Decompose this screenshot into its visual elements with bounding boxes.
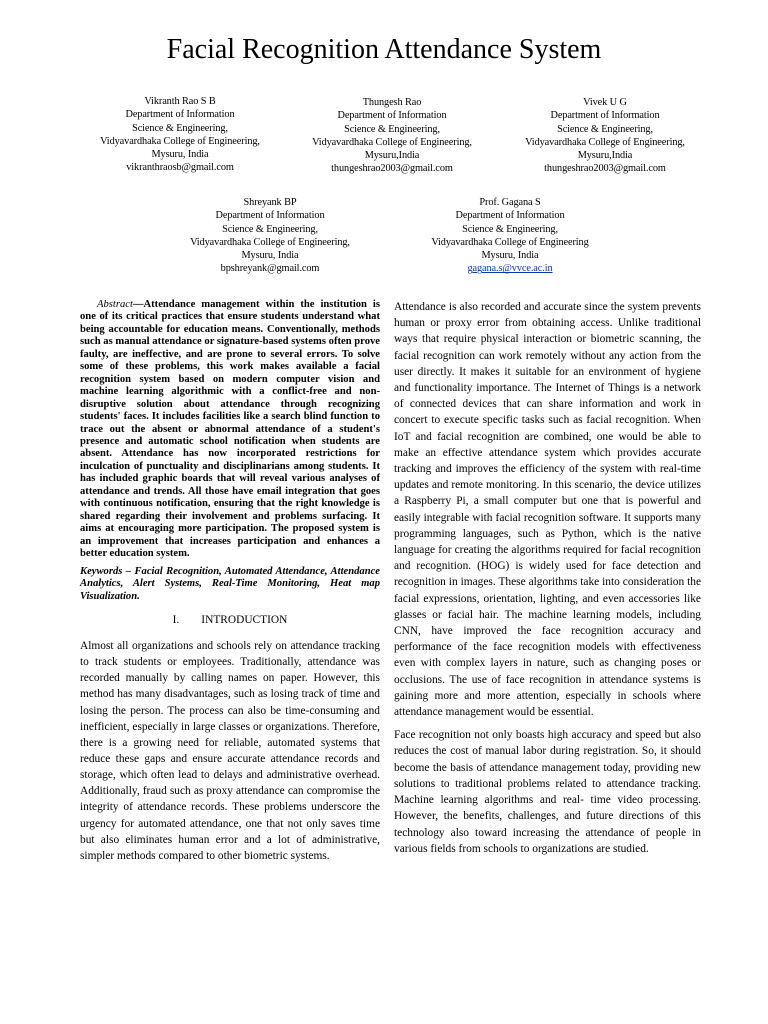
author-department-2: Science & Engineering,	[344, 123, 440, 135]
author-block	[410, 196, 610, 276]
author-department-2: Science & Engineering,	[132, 122, 228, 134]
author-department-2: Science & Engineering,	[557, 123, 653, 135]
author-college: Vidyavardhaka College of Engineering,	[312, 136, 472, 148]
author-name: Vikranth Rao S B	[144, 96, 216, 107]
author-email: vikranthraosb@gmail.com	[126, 162, 234, 174]
author-department: Department of Information	[215, 210, 325, 222]
author-name: Vivek U G	[583, 97, 627, 108]
section-number: I.	[172, 613, 180, 626]
author-email-link[interactable]: gagana.s@vvce.ac.in	[467, 263, 553, 275]
author-city: Mysuru, India	[481, 250, 539, 262]
author-name: Shreyank BP	[243, 197, 297, 208]
author-college: Vidyavardhaka College of Engineering	[431, 236, 589, 248]
author-email: thungeshrao2003@gmail.com	[331, 163, 453, 175]
author-name: Prof. Gagana S	[479, 197, 541, 208]
author-college: Vidyavardhaka College of Engineering,	[525, 136, 685, 148]
section-heading	[80, 613, 380, 627]
author-city: Mysuru, India	[241, 250, 299, 262]
author-college: Vidyavardhaka College of Engineering,	[100, 135, 260, 147]
left-column	[80, 299, 380, 864]
author-department: Department of Information	[550, 110, 660, 122]
author-department: Department of Information	[455, 210, 565, 222]
right-column	[394, 299, 701, 857]
author-department-2: Science & Engineering,	[222, 223, 318, 235]
abstract	[80, 299, 380, 561]
keywords: Keywords – Facial Recognition, Automated Attendance, Attendance Analytics, Alert Systems, Real-Time Monitoring, Heat map Visualization.	[80, 565, 380, 603]
author-city: Mysuru, India	[151, 149, 209, 161]
author-block	[505, 96, 705, 176]
section-title: INTRODUCTION	[201, 613, 288, 626]
author-email: bpshreyank@gmail.com	[220, 263, 320, 275]
author-block	[170, 196, 370, 276]
author-block	[292, 96, 492, 176]
author-department-2: Science & Engineering,	[462, 223, 558, 235]
body-paragraph: Face recognition not only boasts high accuracy and speed but also reduces the cost of manual labor during registration. So, it should become the basis of attendance management today, providing new solutions to traditional problems related to attendance tracking. Machine learning algorithms and real- time video processing. However, the benefits, challenges, and future directions of this technology also toward increasing the attendance of people in various fields from schools to organizations are studied.	[394, 729, 701, 855]
author-city: Mysuru,India	[577, 150, 633, 162]
author-college: Vidyavardhaka College of Engineering,	[190, 236, 350, 248]
body-paragraph: Attendance is also recorded and accurate since the system prevents human or proxy error from obtaining access. Unlike traditional ways that require physical interaction or biometric scanning, the facial recognition can work remotely without any action from the user directly. It makes it suitable for an environment of hygiene and functionality importance. The Internet of Things is a network of connected devices that can share information and work in concert to execute specific tasks such as facial recognition. When IoT and facial recognition are combined, one would be able to make an effective attendance system which provides accurate tracking and improves the efficiency of the system with real-time updates and remote monitoring. In this scenario, the device utilizes a Raspberry Pi, a small computer but one that is powerful and easily integrable with facial recognition software. It supports many programming languages, such as Python, which is the native language for creating the algorithms required for facial recognition and recognition. (HOG) is widely used for face detection and recognition in images. These algorithms take into consideration the facial expressions, orientation, lighting, and even accessories like glasses or facial hair. The machine learning models, including CNN, have improved the face recognition accuracy and performance of the face recognition models with effectiveness even with complex layers in nature, such as changing poses or occlusions. The use of face recognition in attendance systems is gaining more and more attention, especially in schools where attendance management would be essential.	[394, 301, 701, 719]
author-department: Department of Information	[337, 110, 447, 122]
abstract-text: —Attendance management within the institution is one of its critical practices that ensure students understand what being accountable for education means. Conventionally, methods such as manual attendance or signature-based systems often prove faulty, are ineffective, and are prone to several errors. To solve some of these problems, this work makes available a facial recognition system based on modern computer vision and machine learning algorithmic with a conflict-free and non- disruptive solution about attendance through recognizing students' faces. It includes facilities like a search blind function to trace out the absent or abnormal attendance of a student's presence and automatic school notification when students are absent. Attendance has now incorporated restrictions for inculcation of punctuality and disciplinarians among students. It has included graphic boards that will reveal various analyses of attendance and trends. All those have email integration that goes with continuous notification, ensuring that the right knowledge is shared regarding their involvement and problems surfacing. It aims at encouraging more participation. The proposed system is an improvement that increases participation and enhances a better education system.	[80, 299, 380, 560]
author-department: Department of Information	[125, 109, 235, 121]
intro-paragraph: Almost all organizations and schools rely on attendance tracking to track students or employees. Traditionally, attendance was recorded manually by calling names on paper. However, this method has many disadvantages, such as losing track of time and losing the person. The process can also be time-consuming and inefficient, especially in large classes or organizations. Therefore, there is a growing need for reliable, automated systems that reduce these gaps and ensure accurate attendance records and storage, which often lead to delays and administrative overhead. Additionally, fraud such as proxy attendance can compromise the integrity of attendance records. These problems underscore the urgency for automated attendance, one that not only saves time but also eliminates human error and a lot of administrative, simpler methods compared to other biometric systems.	[80, 639, 380, 862]
paper-title: Facial Recognition Attendance System	[166, 34, 602, 65]
author-email: thungeshrao2003@gmail.com	[544, 163, 666, 175]
abstract-lead: Abstract	[97, 299, 133, 310]
author-block	[80, 95, 280, 175]
author-name: Thungesh Rao	[362, 97, 422, 108]
author-city: Mysuru,India	[364, 150, 420, 162]
